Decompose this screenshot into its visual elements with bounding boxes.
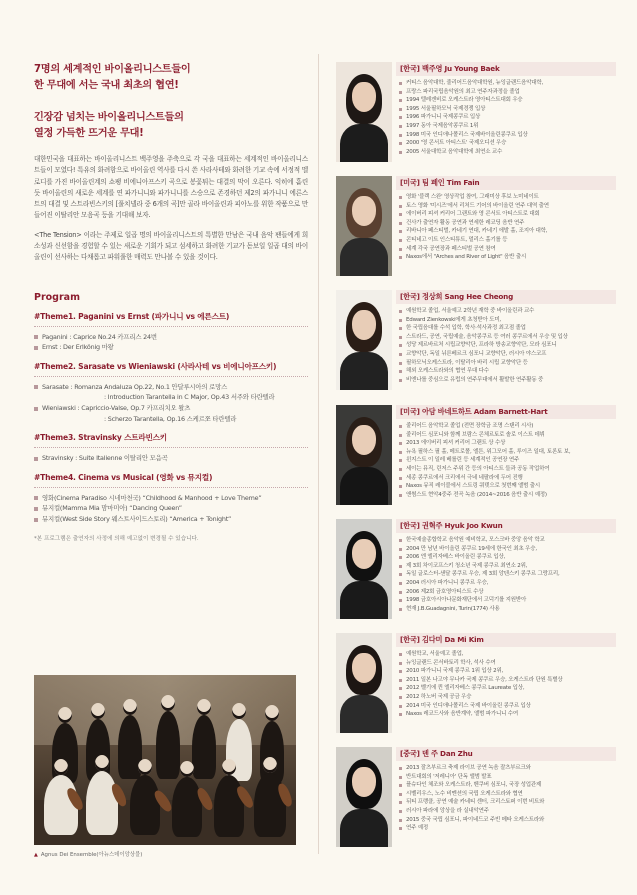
bio-line: 영화 '블랙 스완' 영상작업 참여, 그래미상 후보 노미네이트 [396,193,616,202]
intro-paragraph: 대한민국을 대표하는 바이올리니스트 백주영을 주축으로 각 국을 대표하는 세계적인 바이올리니스트들이 모였다! 특유의 화려함으로 바이올린 역사를 다시 쓴 사라사테와 화려한 기교 속에 서정적 멜로디를 가진 바이올린계의 쇼팽 비에니아프스키 곡으로 봉꽃튀는 대결의 막이 오른다. 익히에 흩린 듯 바이올린의 새로운 세계를 연 파가니니와 파가니니를 스승으로 존경하던 제2의 파가니니 에른스트의 대결 및 스트라빈스키의 [풀치넬라 중 6개의 곡]만 골라 바이올린과 피아노를 위한 작품으로 만들어진 이탈리안 모음곡 등을 기대해 보자. [34,155,308,220]
bio-line: 2006 엔 엘리자베스 바이올린 콩쿠르 입상, [396,553,616,562]
bio-line: 2004 만 남년 바이올린 콩쿠르 19세에 한국인 최초 우승, [396,545,616,554]
bio-line: 윈지스트 이 일레 베를린 등 세계적인 공연장 연주 [396,456,616,465]
artist-portrait [336,62,392,162]
artist-portrait [336,405,392,505]
program-themes [34,311,308,525]
bio-line: 2004 러시아 파가니니 콩쿠르 우승, [396,579,616,588]
theme-items [34,382,308,424]
bio-line: 제 3회 차이코프스키 청소년 국제 콩쿠르 최연소 2위, [396,562,616,571]
theme-divider [34,447,308,448]
bio-line: Edward Zienkowski에게 초청받아 도미, [396,316,616,325]
program-note: *본 프로그램은 출연자의 사정에 의해 예고없이 변경될 수 있습니다. [34,535,199,542]
theme-divider [34,487,308,488]
program-item: 뮤지컬(Mamma Mia 맘마미아) “Dancing Queen” [34,503,308,514]
artist-bio [336,62,616,176]
theme-title: #Theme3. Stravinsky 스트라빈스키 [34,433,167,443]
photo-caption: ▲ Agnus Dei Ensemble(아뉴스데이앙상블) [34,850,142,858]
theme-items [34,493,308,525]
bio-line: 2000 '영 콘서트 아티스트' 국제오디션 우승 [396,139,616,148]
artist-name: [한국] 김다미 Da Mi Kim [396,633,616,647]
artist-name: [한국] 권혁주 Hyuk Joo Kwun [396,519,616,533]
bio-line: 2015 중국 국립 심포니, 파이네드코 주빈 메타 오케스트라와 [396,816,616,825]
artist-bio [336,290,616,404]
bio-line: 세이는 뮤직, 린저스 주위 간 등의 아티스트 들과 공동 작업하여 [396,465,616,474]
bio-line: 2012 벨기에 퀸 엘리자베스 콩쿠르 Laureate 입상, [396,684,616,693]
theme-divider [34,326,308,327]
bio-line: 콘티네고 이트 인스티튜트, 멀리스 홀기를 등 [396,236,616,245]
artist-name: [중국] 덴 주 Dan Zhu [396,747,616,761]
artist-bio [336,519,616,633]
bio-line: 연주 예정 [396,824,616,833]
bio-line: 2006 제2회 금호영아티스트 수상 [396,588,616,597]
headline-2 [34,110,308,142]
bio-line: 1998 금호아시아나문화재단에서 고덕기를 지원받아 [396,596,616,605]
headline-line: 7명의 세계적인 바이올리니스트들이 [34,64,191,75]
artist-name: [미국] 아담 바네트하트 Adam Barnett-Hart [396,405,616,419]
headline-line: 열정 가득한 뜨거운 무대! [34,128,144,139]
bio-line: 2013 에이버리 피셔 커리어 그랜트 상 수상 [396,439,616,448]
bio-line: 2013 잘츠부르크 축제 라이브 공연 녹음 잘츠부르크와 [396,764,616,773]
program-title: Program [34,291,80,303]
bio-line: 한국예술종합학교 음악원 예비학교, 모스크바 중앙 음악 학교 [396,536,616,545]
artist-name: [한국] 정상희 Sang Hee Cheong [396,290,616,304]
ensemble-photo [34,675,296,845]
bio-line: 해외 오케스트라와의 협연 무대 다수 [396,367,616,376]
bio-line: 예원학교, 서울예고 졸업, [396,650,616,659]
artist-bio [336,633,616,747]
bio-line: 뉴잉글랜드 콘서바토리 학사, 석사 수여 [396,659,616,668]
bio-line: 예원학교 졸업, 서울예고 2학년 재학 중 바이올린과 교수 [396,307,616,316]
artist-bio [336,176,616,290]
bio-line: 성당 제르바르처 시립교향악단, 프라하 방송교향악단, 모라 심포니 [396,341,616,350]
artist-portrait [336,747,392,847]
program-item: Paganini : Caprice No.24 카프리스 24번 [34,332,308,343]
bio-line: 독일 글로스터-샌달 콩쿠르 우승, 제 3회 앙텐스키 콩쿠르 그랑프리, [396,570,616,579]
bio-line: 프랑스 파리국립음악원의 최고 연주자과정을 졸업 [396,88,616,97]
program-item: : Scherzo Tarantella, Op.16 스케르쪼 타란텔라 [104,414,237,423]
bio-line: 토스 영화 '미시즈'에서 리처드 기어의 바이올린 연주 대역 출연 [396,202,616,211]
artist-portrait [336,176,392,276]
artist-portrait [336,290,392,390]
bio-line: 리바니아 페스티벌, 카네기 연대, 카네기 에발 홀, 조지아 대학, [396,227,616,236]
program-item: 뮤지컬(West Side Story 웨스트사이드스토리) “America + Tonight” [34,514,308,525]
bio-line: 현재 J.B.Guadagnini, Turin(1774) 사용 [396,605,616,614]
artist-portrait [336,633,392,733]
program-item: Ernst : Der Erlkönig 마왕 [34,342,308,353]
bio-line: 교향악단, 독일 뉘른베르크 심포니 교향악단, 러시아 야스코프 [396,350,616,359]
headline-line: 긴장감 넘치는 바이올리니스트들의 [34,112,184,123]
bio-line: 러시아 파라에 앙상을 라 실내악연주 [396,807,616,816]
theme-title: #Theme1. Paganini vs Ernst (파가니니 vs 에른스트) [34,311,230,321]
bio-line: 줄리어드 음악학교 졸업 (전면 장학금 조명 스탠리 시사) [396,422,616,431]
bio-line: 2010 파가니니 국제 콩쿠르 1위 입상 2위, [396,667,616,676]
bio-line: 앤썸스트 현악4중주 전곡 녹음 (2014~2016 음반 출시 예정) [396,491,616,500]
artist-portrait [336,519,392,619]
theme-divider [34,376,308,377]
bio-line: 플슈다인 체조와 오케스트라, 벤쿠버 심포니, 국장 성업관제 [396,781,616,790]
artist-bio [336,747,616,861]
bio-line: 시벨리우스, 노수 비멘션의 국립 오케스트라와 협연 [396,790,616,799]
bio-line: 2005 서울대학교 음악대학에 최연소 교수 [396,148,616,157]
bio-line: 세계 각국 공연장과 페스티벌 공연 참여 [396,245,616,254]
bio-line: 커티스 음악대학, 줄리어드음악대학원, 뉴잉글랜드음악대학, [396,79,616,88]
column-divider [318,54,319,854]
program-item: Sarasate : Romanza Andaluza Op.22, No.1 안달루시아의 로망스 [34,382,308,393]
bio-line: 한 국립음대를 수석 입학, 학사·석사과정 최고점 졸업 [396,324,616,333]
intro-paragraph-2: <The Tension> 이라는 주제로 일곱 명의 바이올리니스트의 특별한 만남은 국내 음악 팬들에게 희소성과 신선함을 경험할 수 있는 새로운 기회가 되고 섬세하고 화려한 기교가 돋보일 일곱 대의 바이올린이 선사하는 다채롭고 파워풀한 매력도 만나볼 수 있을 것이다. [34,230,308,262]
bio-line: 필하모닉오케스트라, 이탈리아 바리 시립 교향악단 등 [396,359,616,368]
bio-line: 비엔나를 중심으로 유럽의 연주무대에서 활발한 연주활동 중 [396,376,616,385]
bio-line: 스트라드, 공연, 국립예술, 음악콩쿠르 등 여러 콩쿠르에서 우승 및 입상 [396,333,616,342]
program-item: : Introduction Tarantella in C Major, Op.43 서주와 타란텔라 [104,393,275,402]
theme-title: #Theme4. Cinema vs Musical (영화 vs 뮤지컬) [34,472,213,482]
artist-name: [미국] 팀 페인 Tim Fain [396,176,616,190]
bio-line: 세종 콩쿠르에서 크리에서 극네 네팔라에 두어 진행 [396,474,616,483]
bio-line: 1994 텔레겐비로 오케스트라 영아티스트대회 우승 [396,96,616,105]
bio-line: 뉴욕 필하스 필 홀, 메트로폴, 엘튼, 위그모어 홀, 루이즈 일대, 토론토 보, [396,448,616,457]
bio-line: 뒤티 프랭클, 공연 예술 카네티 센터, 크리스토퍼 이번 비트와 [396,798,616,807]
bio-line: 에이버리 피셔 커리어 그랜트와 영 콘서트 아티스트로 대회 [396,210,616,219]
bio-line: Naxos 뮤직 레이블에서 스트링 쿼텟으로 첫번째 앨범 출시 [396,482,616,491]
theme-title: #Theme2. Sarasate vs Wieniawski (사라사테 vs 비에니아프스키) [34,361,277,371]
bio-line: 2011 일본 나고야 무나카 국제 콩쿠르 우승, 오케스트라 단원 특별상 [396,676,616,685]
bio-line: Naxos에서 "Arches and River of Light" 음반 출시 [396,253,616,262]
bio-line: 건사가 출연자 활동 공연과 연세한 레코딩 음반 연주 [396,219,616,228]
headline-line: 한 무대에 서는 국내 최초의 협연! [34,80,179,91]
left-column [34,62,308,542]
bio-line: 1998 미국 인디애나폴리스 국제바이올린콩쿠르 입상 [396,131,616,140]
theme-items [34,332,308,353]
program-item: 영화(Cinema Paradiso 시네마천국) “Childhood & Manhood + Love Theme” [34,493,308,504]
artist-name: [한국] 백주영 Ju Young Baek [396,62,616,76]
artist-bio [336,405,616,519]
headline-1 [34,62,308,94]
bio-line: 2014 미국 인디애나폴리스 국제 바이올린 콩쿠르 입상 [396,702,616,711]
program-item: Stravinsky : Suite Italienne 이탈리안 모음곡 [34,453,308,464]
bio-line: 1997 동아 국제음악콩쿠르 1위 [396,122,616,131]
program-item: Wieniawski : Capriccio-Valse, Op.7 카프리치오 왈츠 [34,403,308,414]
bio-line: 1996 파가니니 국제콩쿠르 입상 [396,113,616,122]
bio-line: 반트대회의 '저레니아' 단독 앨범 발표 [396,773,616,782]
theme-items [34,453,308,464]
bio-line: Naxos 레코드사와 음반계약, 앨범 파가니니 수여 [396,710,616,719]
bio-line: 줄리어드 심포니와 함께 브람스 콘체르토로 솔로 이스트 데뷔 [396,431,616,440]
bio-line: 1995 서울필하모닉 국제경쟁 입상 [396,105,616,114]
bio-line: 2012 하노버 국제 공금 우승 [396,693,616,702]
